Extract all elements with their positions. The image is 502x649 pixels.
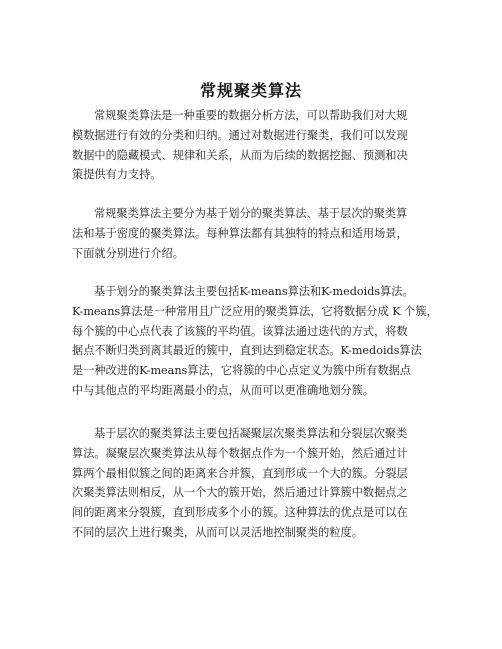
paragraph-line: 常规聚类算法主要分为基于划分的聚类算法、基于层次的聚类算 (94, 207, 408, 220)
paragraph-line: K-means算法是一种常用且广泛应用的聚类算法，它将数据分成 K 个簇， (72, 304, 438, 318)
paragraph-line: 基于层次的聚类算法主要包括凝聚层次聚类算法和分裂层次聚类 (94, 427, 408, 440)
paragraph-hierarchical-methods (72, 424, 452, 543)
paragraph-partition-methods (72, 282, 452, 401)
paragraph-line: 数据中的隐藏模式、规律和关系，从而为后续的数据挖掘、预测和决 (72, 148, 408, 162)
paragraph-categories (72, 204, 452, 263)
paragraph-line: 策提供有力支持。 (72, 168, 162, 182)
paragraph-line: 常规聚类算法是一种重要的数据分析方法，可以帮助我们对大规 (94, 109, 408, 122)
paragraph-line: 间的距离来分裂簇，直到形成多个小的簇。这种算法的优点是可以在 (72, 506, 408, 520)
paragraph-line: 每个簇的中心点代表了该簇的平均值。该算法通过迭代的方式，将数 (72, 324, 408, 338)
paragraph-line: 法和基于密度的聚类算法。每种算法都有其独特的特点和适用场景， (72, 226, 408, 240)
paragraph-line: 模数据进行有效的分类和归纳。通过对数据进行聚类，我们可以发现 (72, 128, 408, 142)
paragraph-line: 不同的层次上进行聚类，从而可以灵活地控制聚类的粒度。 (72, 525, 363, 539)
paragraph-line: 下面就分别进行介绍。 (72, 246, 184, 260)
paragraph-line: 次聚类算法则相反，从一个大的簇开始，然后通过计算簇中数据点之 (72, 486, 408, 500)
paragraph-line: 算法。凝聚层次聚类算法从每个数据点作为一个簇开始，然后通过计 (72, 446, 408, 460)
paragraph-line: 中与其他点的平均距离最小的点，从而可以更准确地划分簇。 (72, 383, 375, 397)
paragraph-line: 基于划分的聚类算法主要包括K-means算法和K-medoids算法。 (94, 285, 414, 298)
document-title: 常规聚类算法 (199, 81, 302, 100)
paragraph-line: 据点不断归类到离其最近的簇中，直到达到稳定状态。K-medoids算法 (72, 344, 422, 358)
paragraph-line: 是一种改进的K-means算法，它将簇的中心点定义为簇中所有数据点 (72, 364, 412, 378)
paragraph-line: 算两个最相似簇之间的距离来合并簇，直到形成一个大的簇。分裂层 (72, 466, 408, 480)
paragraph-intro (72, 106, 452, 185)
